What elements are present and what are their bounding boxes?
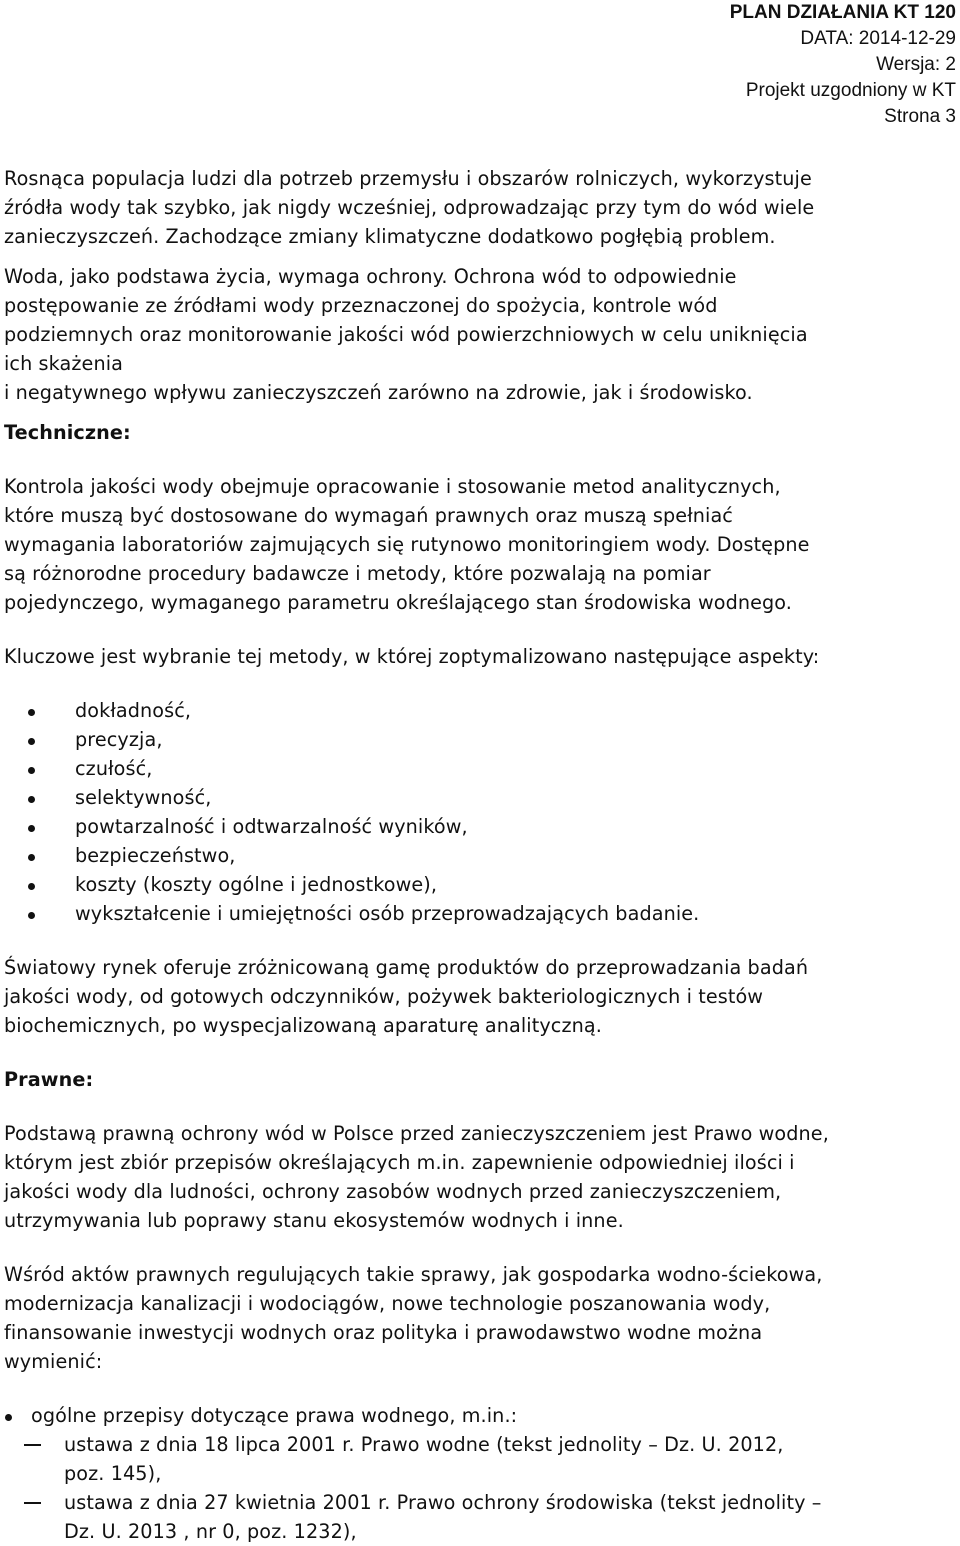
dash-icon xyxy=(24,1444,41,1446)
text-line: którym jest zbiór przepisów określających m.in. zapewnienie odpowiedniej ilości i xyxy=(4,1151,795,1174)
text-line: biochemicznych, po wyspecjalizowaną aparaturę analityczną. xyxy=(4,1014,602,1037)
bullet-icon xyxy=(28,796,35,803)
text-line: poz. 145), xyxy=(64,1462,162,1485)
technical-paragraph-1 xyxy=(4,472,956,617)
technical-paragraph-3 xyxy=(4,953,956,1040)
bullet-icon xyxy=(28,854,35,861)
legal-paragraph-1 xyxy=(4,1119,956,1235)
bullet-icon xyxy=(28,767,35,774)
list-item: selektywność, xyxy=(4,783,956,812)
intro-paragraph-1 xyxy=(4,164,956,251)
text-line: Dz. U. 2013 , nr 0, poz. 1232), xyxy=(64,1520,357,1543)
text-line: zanieczyszczeń. Zachodzące zmiany klimatyczne dodatkowo pogłębią problem. xyxy=(4,225,776,248)
list-item: dokładność, xyxy=(4,696,956,725)
document-body xyxy=(4,164,956,1546)
text-line: jakości wody, od gotowych odczynników, pożywek bakteriologicznych i testów xyxy=(4,985,764,1008)
text-line: wymienić: xyxy=(4,1350,103,1373)
text-line: są różnorodne procedury badawcze i metody, które pozwalają na pomiar xyxy=(4,562,711,585)
bullet-icon xyxy=(28,883,35,890)
text-line: jakości wody dla ludności, ochrony zasobów wodnych przed zanieczyszczeniem, xyxy=(4,1180,782,1203)
technical-paragraph-2: Kluczowe jest wybranie tej metody, w której zoptymalizowano następujące aspekty: xyxy=(4,645,820,668)
text-line: postępowanie ze źródłami wody przeznaczonej do spożycia, kontrole wód xyxy=(4,294,718,317)
document-version: Wersja: 2 xyxy=(876,54,956,75)
bullet-icon xyxy=(5,1414,12,1421)
text-line: które muszą być dostosowane do wymagań prawnych oraz muszą spełniać xyxy=(4,504,733,527)
list-item-label: ogólne przepisy dotyczące prawa wodnego, m.in.: xyxy=(31,1404,518,1427)
list-item xyxy=(4,1401,956,1546)
document-date: DATA: 2014-12-29 xyxy=(800,28,956,49)
technical-heading: Techniczne: xyxy=(4,421,131,444)
plan-title: PLAN DZIAŁANIA KT 120 xyxy=(729,2,956,23)
text-line: Rosnąca populacja ludzi dla potrzeb przemysłu i obszarów rolniczych, wykorzystuje xyxy=(4,167,812,190)
text-line: Wśród aktów prawnych regulujących takie sprawy, jak gospodarka wodno-ściekowa, xyxy=(4,1263,823,1286)
aspects-list xyxy=(4,696,956,928)
text-line: Podstawą prawną ochrony wód w Polsce przed zanieczyszczeniem jest Prawo wodne, xyxy=(4,1122,829,1145)
document-header xyxy=(730,0,956,130)
intro-paragraph-2 xyxy=(4,262,956,407)
text-line: Woda, jako podstawa życia, wymaga ochrony. Ochrona wód to odpowiednie xyxy=(4,265,737,288)
text-line: źródła wody tak szybko, jak nigdy wcześniej, odprowadzając przy tym do wód wiele xyxy=(4,196,815,219)
text-line: modernizacja kanalizacji i wodociągów, nowe technologie poszanowania wody, xyxy=(4,1292,771,1315)
list-item xyxy=(4,1488,956,1546)
bullet-icon xyxy=(28,709,35,716)
page-number: Strona 3 xyxy=(884,106,956,127)
text-line: pojedynczego, wymaganego parametru określającego stan środowiska wodnego. xyxy=(4,591,792,614)
text-line: podziemnych oraz monitorowanie jakości wód powierzchniowych w celu uniknięcia xyxy=(4,323,808,346)
text-line: i negatywnego wpływu zanieczyszczeń zarówno na zdrowie, jak i środowisko. xyxy=(4,381,753,404)
list-item: bezpieczeństwo, xyxy=(4,841,956,870)
legal-acts-sublist xyxy=(31,1430,956,1546)
bullet-icon xyxy=(28,912,35,919)
text-line: utrzymywania lub poprawy stanu ekosystemów wodnych i inne. xyxy=(4,1209,624,1232)
list-item: wykształcenie i umiejętności osób przeprowadzających badanie. xyxy=(4,899,956,928)
bullet-icon xyxy=(28,825,35,832)
text-line: wymagania laboratoriów zajmujących się rutynowo monitoringiem wody. Dostępne xyxy=(4,533,810,556)
list-item xyxy=(4,1430,956,1488)
document-status: Projekt uzgodniony w KT xyxy=(745,80,956,101)
text-line: ustawa z dnia 27 kwietnia 2001 r. Prawo ochrony środowiska (tekst jednolity – xyxy=(64,1491,822,1514)
bullet-icon xyxy=(28,738,35,745)
dash-icon xyxy=(24,1502,41,1504)
legal-heading: Prawne: xyxy=(4,1068,94,1091)
text-line: finansowanie inwestycji wodnych oraz polityka i prawodawstwo wodne można xyxy=(4,1321,763,1344)
text-line: Kontrola jakości wody obejmuje opracowanie i stosowanie metod analitycznych, xyxy=(4,475,781,498)
legal-paragraph-2 xyxy=(4,1260,956,1376)
list-item: precyzja, xyxy=(4,725,956,754)
list-item: koszty (koszty ogólne i jednostkowe), xyxy=(4,870,956,899)
list-item: czułość, xyxy=(4,754,956,783)
text-line: ustawa z dnia 18 lipca 2001 r. Prawo wodne (tekst jednolity – Dz. U. 2012, xyxy=(64,1433,784,1456)
text-line: ich skażenia xyxy=(4,352,123,375)
legal-acts-list xyxy=(4,1401,956,1546)
list-item: powtarzalność i odtwarzalność wyników, xyxy=(4,812,956,841)
text-line: Światowy rynek oferuje zróżnicowaną gamę produktów do przeprowadzania badań xyxy=(4,956,809,979)
